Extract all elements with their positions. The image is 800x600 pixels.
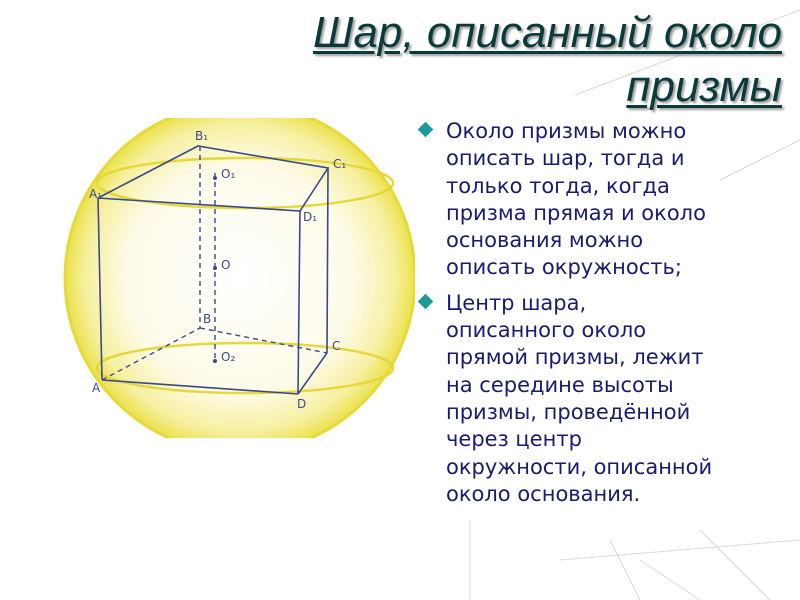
label-o1: O₁ xyxy=(221,167,236,181)
diamond-bullet-icon xyxy=(418,294,434,310)
bullet-list xyxy=(414,118,794,516)
sphere-prism-figure xyxy=(55,118,415,438)
label-a1: A₁ xyxy=(89,187,103,201)
slide-title-line2: призмы xyxy=(626,62,782,111)
slide-title xyxy=(142,6,782,114)
center-point-o2 xyxy=(213,359,217,363)
label-d1: D₁ xyxy=(303,210,318,224)
bullet-text-1: Около призмы можно описать шар, тогда и только тогда, когда призма прямая и около основания можно описать окружность; xyxy=(446,119,706,280)
center-point-o xyxy=(213,266,217,270)
label-c1: C₁ xyxy=(333,157,347,171)
bullet-item-1 xyxy=(414,118,794,282)
label-b1: B₁ xyxy=(195,129,209,143)
diamond-bullet-icon xyxy=(418,122,434,138)
label-b: B xyxy=(203,312,212,326)
slide-title-line1: Шар, описанный около xyxy=(312,8,782,57)
bullet-item-2 xyxy=(414,290,794,508)
label-o2: O₂ xyxy=(221,350,236,364)
label-a: A xyxy=(92,381,101,395)
label-c: C xyxy=(332,339,341,353)
label-d: D xyxy=(297,397,307,411)
center-point-o1 xyxy=(213,176,217,180)
bullet-text-2: Центр шара, описанного около прямой призмы, лежит на середине высоты призмы, проведённой через центр окружности, описанной около основания. xyxy=(446,290,713,506)
prism-edge-cc1 xyxy=(327,168,328,353)
label-o: O xyxy=(221,258,231,272)
